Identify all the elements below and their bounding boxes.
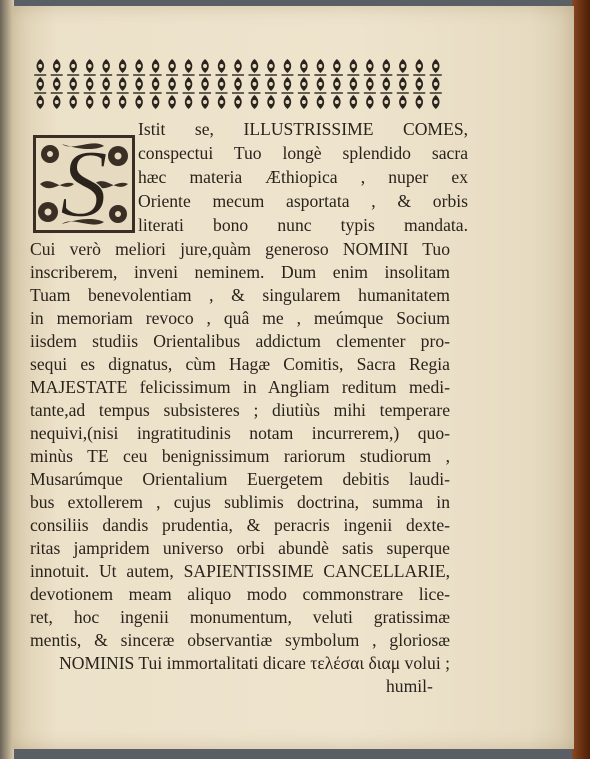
- ornament-unit: [364, 59, 376, 109]
- initial-letter-graphic: [32, 134, 136, 234]
- text-line: ritas jampridem universo orbi abundè satis superque: [30, 538, 450, 558]
- ornament-unit: [298, 59, 310, 109]
- text-line: conspectui Tuo longè splendido sacra: [138, 143, 468, 163]
- text-line: consiliis dandis prudentia, & peracris ingenii dexte-: [30, 515, 450, 535]
- book-page: [12, 6, 574, 749]
- text-line: Musarúmque Orientalium Euergetem debitis laudi-: [30, 469, 450, 489]
- ornament-unit: [430, 59, 442, 109]
- ornament-unit: [199, 59, 211, 109]
- ornament-band-graphic: [32, 56, 444, 110]
- ornament-unit: [117, 59, 129, 109]
- text-line: iisdem studiis Orientalibus addictum clementer pro-: [30, 331, 450, 351]
- decorated-initial-s: [32, 134, 136, 234]
- text-line: minùs TE ceu benignissimum rariorum studiorum ,: [30, 446, 450, 466]
- text-line: Istit se, ILLUSTRISSIME COMES,: [138, 119, 468, 139]
- text-line: sequi es dignatus, cùm Hagæ Comitis, Sacra Regia: [30, 354, 450, 374]
- ornament-unit: [314, 59, 326, 109]
- ornament-unit: [331, 59, 343, 109]
- ornament-unit: [150, 59, 162, 109]
- ornament-unit: [216, 59, 228, 109]
- text-line: Tuam benevolentiam , & singularem humanitatem: [30, 285, 450, 305]
- text-line: innotuit. Ut autem, SAPIENTISSIME CANCELLARIE,: [30, 561, 450, 581]
- catchword: humil-: [386, 676, 433, 696]
- ornament-unit: [183, 59, 195, 109]
- ornament-unit: [133, 59, 145, 109]
- ornament-unit: [380, 59, 392, 109]
- book-cover-edge: [572, 0, 590, 759]
- ornament-unit: [232, 59, 244, 109]
- ornament-unit: [84, 59, 96, 109]
- initial-letter: S: [60, 134, 108, 234]
- text-line: MAJESTATE felicissimum in Angliam reditum medi-: [30, 377, 450, 397]
- text-line: bus extollerem , cujus sublimis doctrina, summa in: [30, 492, 450, 512]
- ornament-unit: [34, 59, 46, 109]
- ornament-unit: [51, 59, 63, 109]
- ornament-unit: [100, 59, 112, 109]
- text-line: ret, hoc ingenii monumentum, veluti gratissimæ: [30, 607, 450, 627]
- text-line: devotionem meam aliquo modo commonstrare lice-: [30, 584, 450, 604]
- text-line: inscriberem, inveni neminem. Dum enim insolitam: [30, 262, 450, 282]
- text-line: NOMINIS Tui immortalitati dicare τελέσαι διαμ volui ;: [59, 653, 450, 673]
- headpiece-ornament: [32, 56, 444, 110]
- text-line: in memoriam revoco , quâ me , meúmque Socium: [30, 308, 450, 328]
- text-line: Oriente mecum asportata , & orbis: [138, 191, 468, 211]
- ornament-unit: [397, 59, 409, 109]
- ornament-unit: [265, 59, 277, 109]
- ornament-unit: [281, 59, 293, 109]
- text-line: Cui verò meliori jure,quàm generoso NOMINI Tuo: [30, 239, 450, 259]
- ornament-unit: [166, 59, 178, 109]
- ornament-unit: [413, 59, 425, 109]
- text-line: nequivi,(nisi ingratitudinis notam incurrerem,) quo-: [30, 423, 450, 443]
- text-line: hæc materia Æthiopica , nuper ex: [138, 167, 468, 187]
- text-line: mentis, & sinceræ observantiæ symbolum , gloriosæ: [30, 630, 450, 650]
- ornament-unit: [67, 59, 79, 109]
- ornament-unit: [347, 59, 359, 109]
- ornament-unit: [248, 59, 260, 109]
- text-line: tante,ad tempus subsisteres ; diutiùs mihi temperare: [30, 400, 450, 420]
- text-line: literati bono nunc typis mandata.: [138, 215, 468, 235]
